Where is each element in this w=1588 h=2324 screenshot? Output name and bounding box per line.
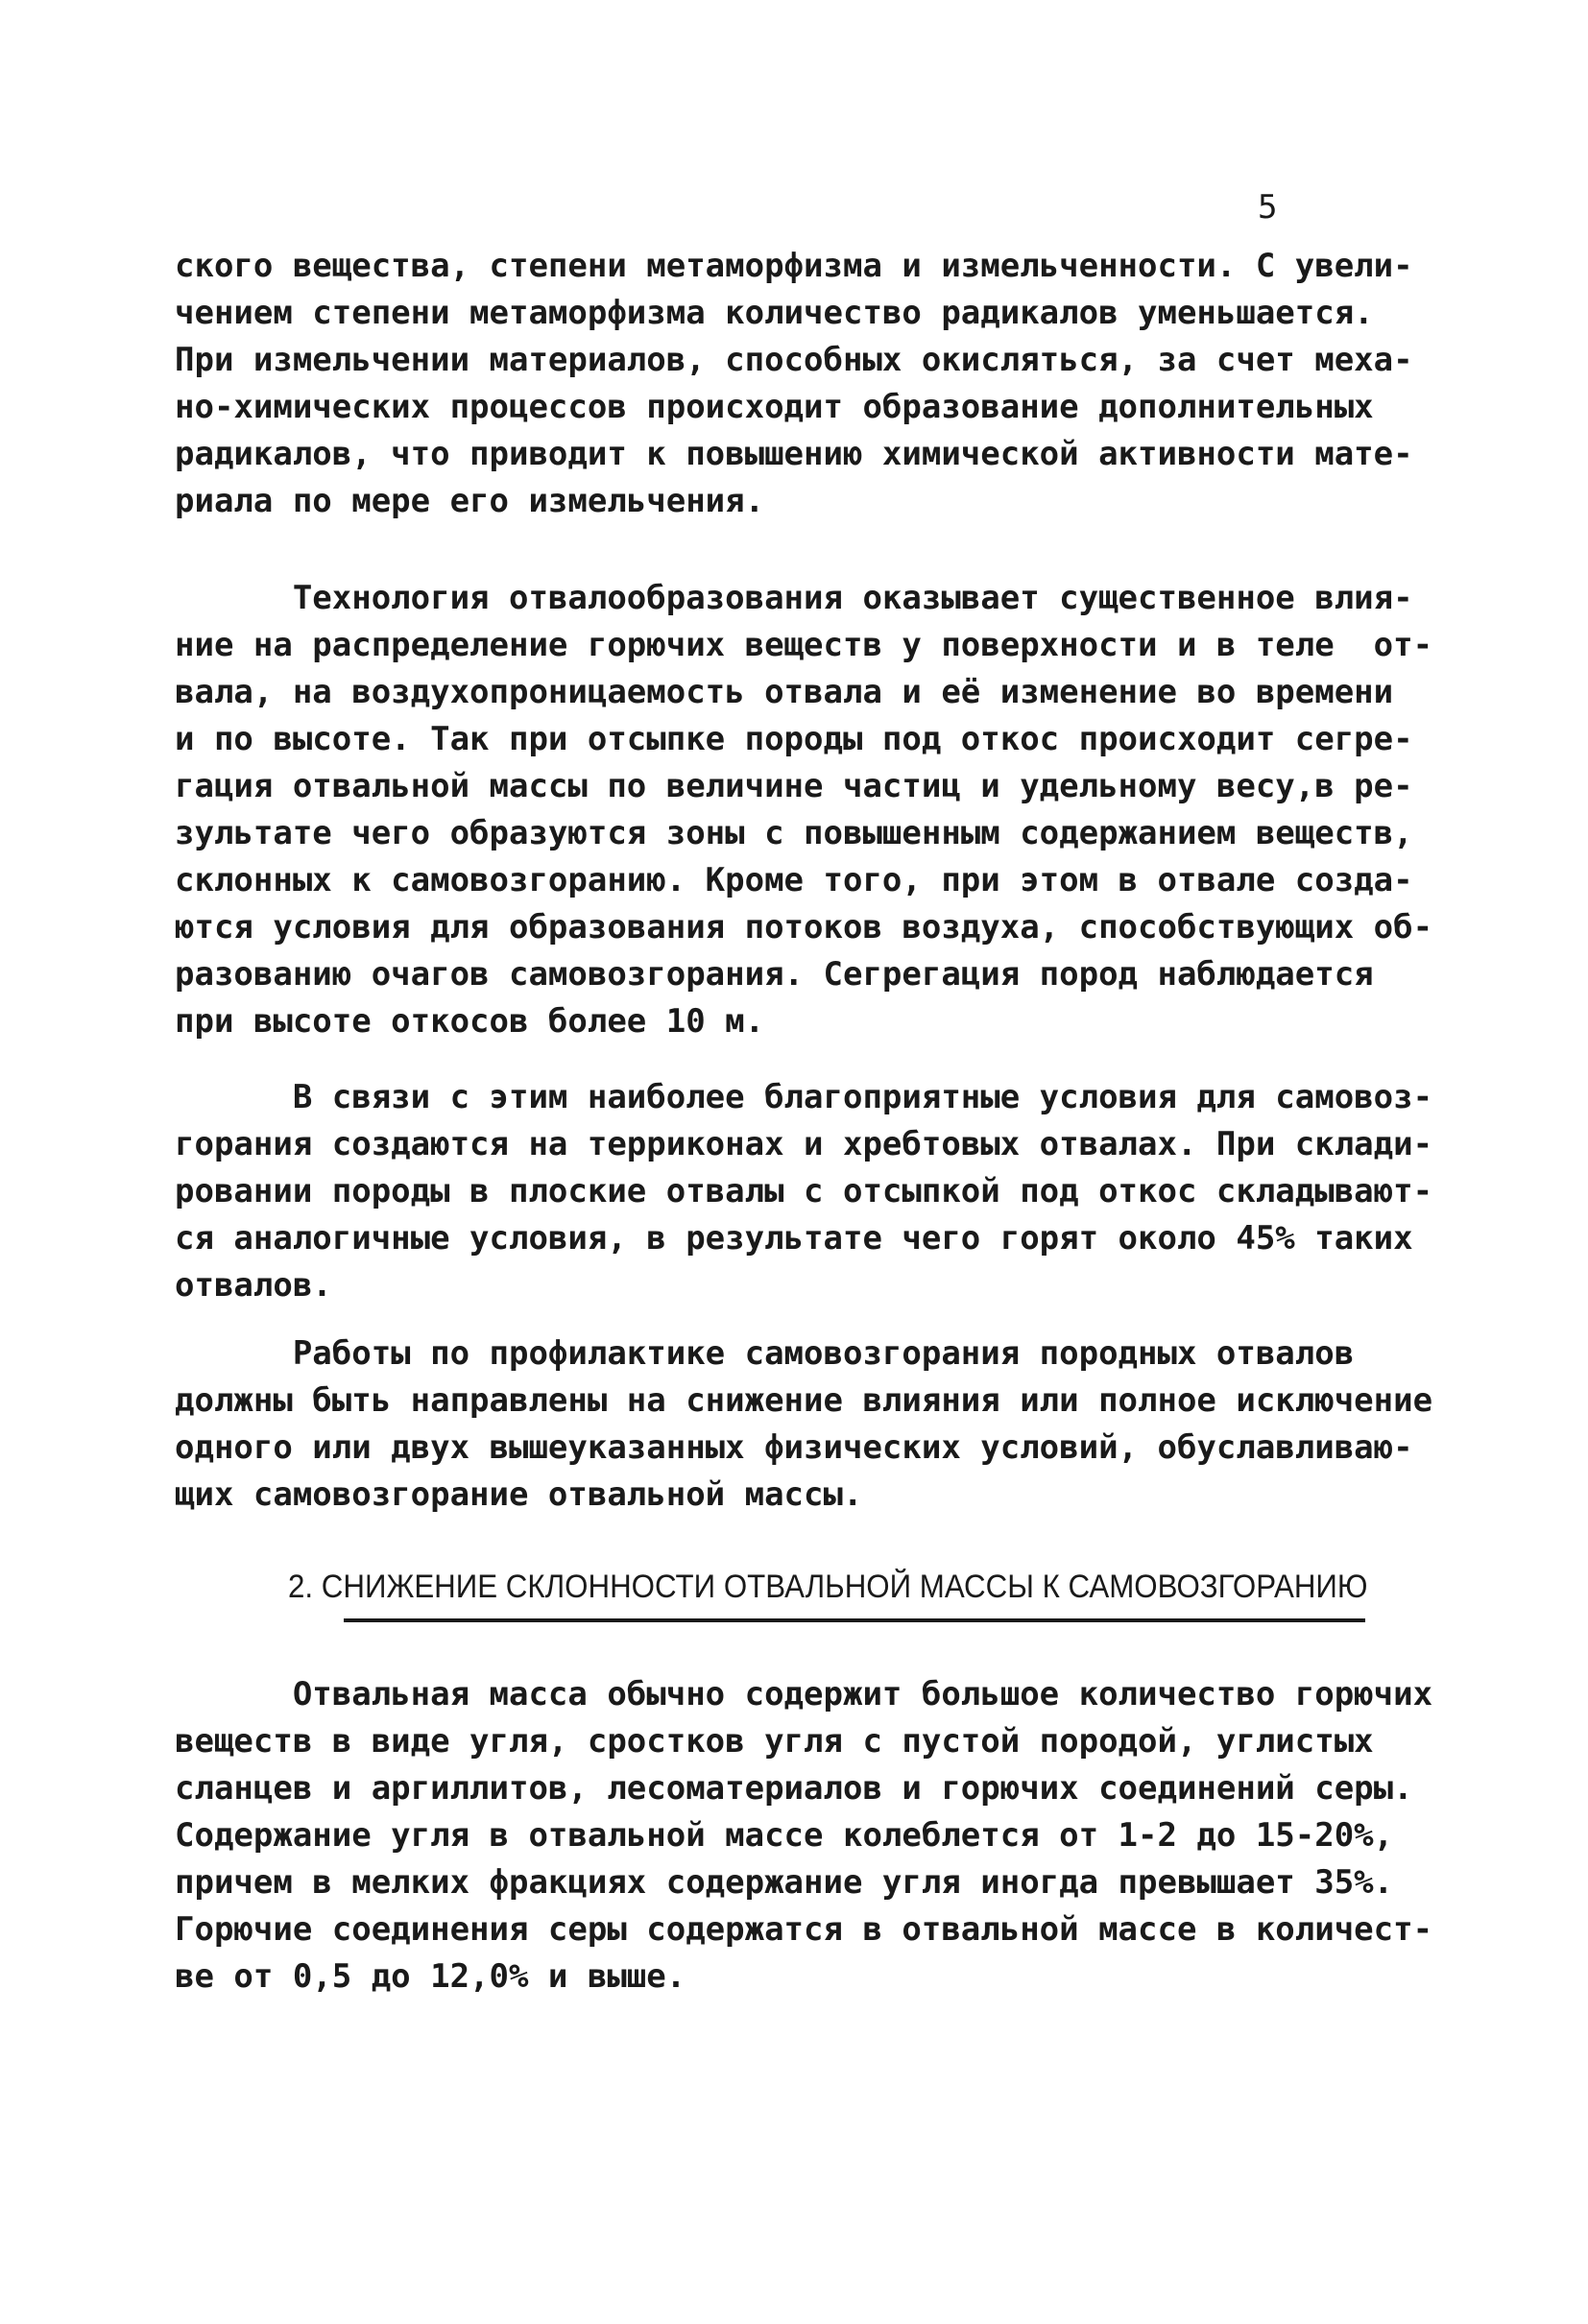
paragraph-2-line-8: ются условия для образования потоков воздуха, способствующих об- — [175, 908, 1433, 946]
paragraph-3-line-3: ровании породы в плоские отвалы с отсыпкой под откос складывают- — [175, 1172, 1433, 1210]
paragraph-2-line-3: вала, на воздухопроницаемость отвала и её изменение во времени — [175, 673, 1394, 711]
paragraph-4-line-1: Работы по профилактике самовозгорания породных отвалов — [175, 1334, 1355, 1373]
paragraph-5-line-4: Содержание угля в отвальной массе колеблется от 1-2 до 15-20%, — [175, 1816, 1394, 1855]
page-number: 5 — [1258, 188, 1278, 227]
paragraph-5-line-6: Горючие соединения серы содержатся в отвальной массе в количест- — [175, 1910, 1433, 1949]
paragraph-2-line-1: Технология отвалообразования оказывает существенное влия- — [175, 579, 1413, 617]
paragraph-1-line-6: риала по мере его измельчения. — [175, 482, 765, 520]
paragraph-2-line-4: и по высоте. Так при отсыпке породы под откос происходит сегре- — [175, 720, 1413, 758]
paragraph-5-line-7: ве от 0,5 до 12,0% и выше. — [175, 1957, 686, 1996]
paragraph-2-line-6: зультате чего образуются зоны с повышенным содержанием веществ, — [175, 814, 1413, 852]
paragraph-1-line-1: ского вещества, степени метаморфизма и измельченности. С увели- — [175, 247, 1413, 285]
paragraph-2-line-5: гация отвальной массы по величине частиц и удельному весу,в ре- — [175, 767, 1413, 805]
paragraph-5-line-1: Отвальная масса обычно содержит большое количество горючих — [175, 1675, 1433, 1713]
paragraph-4-line-2: должны быть направлены на снижение влияния или полное исключение — [175, 1381, 1433, 1420]
paragraph-2-line-9: разованию очагов самовозгорания. Сегрегация пород наблюдается — [175, 955, 1374, 994]
paragraph-3-line-1: В связи с этим наиболее благоприятные условия для самовоз- — [175, 1078, 1433, 1116]
paragraph-1-line-4: но-химических процессов происходит образование дополнительных — [175, 388, 1374, 426]
paragraph-2-line-2: ние на распределение горючих веществ у поверхности и в теле от- — [175, 626, 1433, 664]
paragraph-5-line-2: веществ в виде угля, сростков угля с пустой породой, углистых — [175, 1722, 1374, 1761]
paragraph-3-line-4: ся аналогичные условия, в результате чего горят около 45% таких — [175, 1219, 1413, 1258]
paragraph-5-line-3: сланцев и аргиллитов, лесоматериалов и горючих соединений серы. — [175, 1769, 1413, 1808]
paragraph-2-line-7: склонных к самовозгоранию. Кроме того, при этом в отвале созда- — [175, 861, 1413, 899]
paragraph-2-line-10: при высоте откосов более 10 м. — [175, 1002, 765, 1041]
paragraph-4-line-4: щих самовозгорание отвальной массы. — [175, 1475, 863, 1514]
paragraph-5-line-5: причем в мелких фракциях содержание угля иногда превышает 35%. — [175, 1863, 1394, 1902]
section-title: 2. СНИЖЕНИЕ СКЛОННОСТИ ОТВАЛЬНОЙ МАССЫ К САМОВОЗГОРАНИЮ — [288, 1569, 1368, 1605]
paragraph-3-line-2: горания создаются на терриконах и хребтовых отвалах. При склади- — [175, 1125, 1433, 1163]
section-title-underline — [344, 1618, 1365, 1622]
paragraph-3-line-5: отвалов. — [175, 1266, 332, 1305]
paragraph-1-line-3: При измельчении материалов, способных окисляться, за счет меха- — [175, 341, 1413, 379]
paragraph-4-line-3: одного или двух вышеуказанных физических условий, обуславливаю- — [175, 1428, 1413, 1467]
paragraph-1-line-2: чением степени метаморфизма количество радикалов уменьшается. — [175, 294, 1374, 332]
paragraph-1-line-5: радикалов, что приводит к повышению химической активности мате- — [175, 435, 1413, 473]
